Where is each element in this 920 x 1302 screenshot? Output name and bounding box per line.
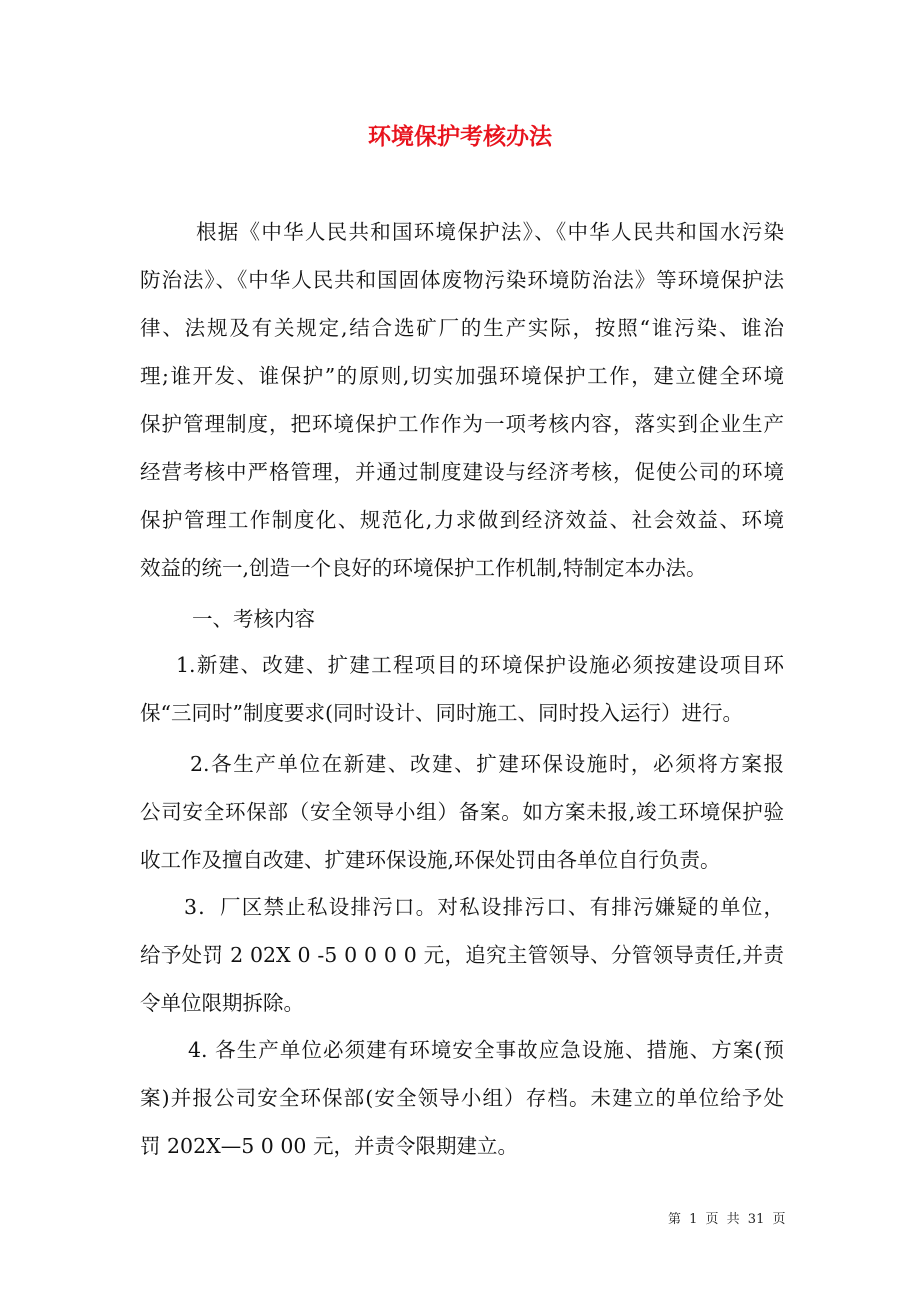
text-line: 案)并报公司安全环保部(安全领导小组）存档。未建立的单位给予处: [140, 1086, 784, 1110]
paragraph-intro: [140, 208, 784, 592]
clause-1: [140, 641, 784, 737]
text-line: 保护管理工作制度化、规范化,力求做到经济效益、社会效益、环境: [140, 508, 784, 532]
text-line: 防治法》、《中华人民共和国固体废物污染环境防治法》等环境保护法: [140, 268, 784, 292]
text-line: 保护管理制度，把环境保护工作作为一项考核内容，落实到企业生产: [140, 412, 784, 436]
text-line: 经营考核中严格管理，并通过制度建设与经济考核，促使公司的环境: [140, 460, 784, 484]
text-line: 公司安全环保部（安全领导小组）备案。如方案未报,竣工环境保护验: [140, 800, 784, 824]
page-number: 第 1 页 共 31 页: [668, 1212, 786, 1227]
text-line: 效益的统一,创造一个良好的环境保护工作机制,特制定本办法。: [140, 556, 707, 580]
text-line: 理;谁开发、谁保护”的原则,切实加强环境保护工作，建立健全环境: [140, 364, 784, 388]
text-line: 3．厂区禁止私设排污口。对私设排污口、有排污嫌疑的单位，: [184, 895, 784, 919]
text-line: 根据《中华人民共和国环境保护法》、《中华人民共和国水污染: [196, 220, 784, 244]
text-line: 收工作及擅自改建、扩建环保设施,环保处罚由各单位自行负责。: [140, 848, 721, 872]
text-line: 保“三同时”制度要求(同时设计、同时施工、同时投入运行）进行。: [140, 701, 743, 725]
document-title: 环境保护考核办法: [368, 123, 552, 150]
clause-3: [140, 883, 784, 1027]
text-line: 给予处罚 2 02X 0 -5 0 0 0 0 元，追究主管领导、分管领导责任,并责: [140, 943, 784, 967]
section-heading: [140, 595, 784, 643]
clause-4: [140, 1026, 784, 1170]
text-line: 令单位限期拆除。: [140, 991, 304, 1015]
text-line: 2.各生产单位在新建、改建、扩建环保设施时，必须将方案报: [190, 752, 784, 776]
clause-2: [140, 740, 784, 884]
text-line: 罚 202X—5 0 00 元，并责令限期建立。: [140, 1134, 518, 1158]
text-line: 1.新建、改建、扩建工程项目的环境保护设施必须按建设项目环: [176, 653, 784, 677]
text-line: 一、考核内容: [192, 607, 315, 631]
text-line: 律、法规及有关规定,结合选矿厂的生产实际，按照“谁污染、谁治: [140, 316, 784, 340]
text-line: 4. 各生产单位必须建有环境安全事故应急设施、措施、方案(预: [188, 1038, 784, 1062]
